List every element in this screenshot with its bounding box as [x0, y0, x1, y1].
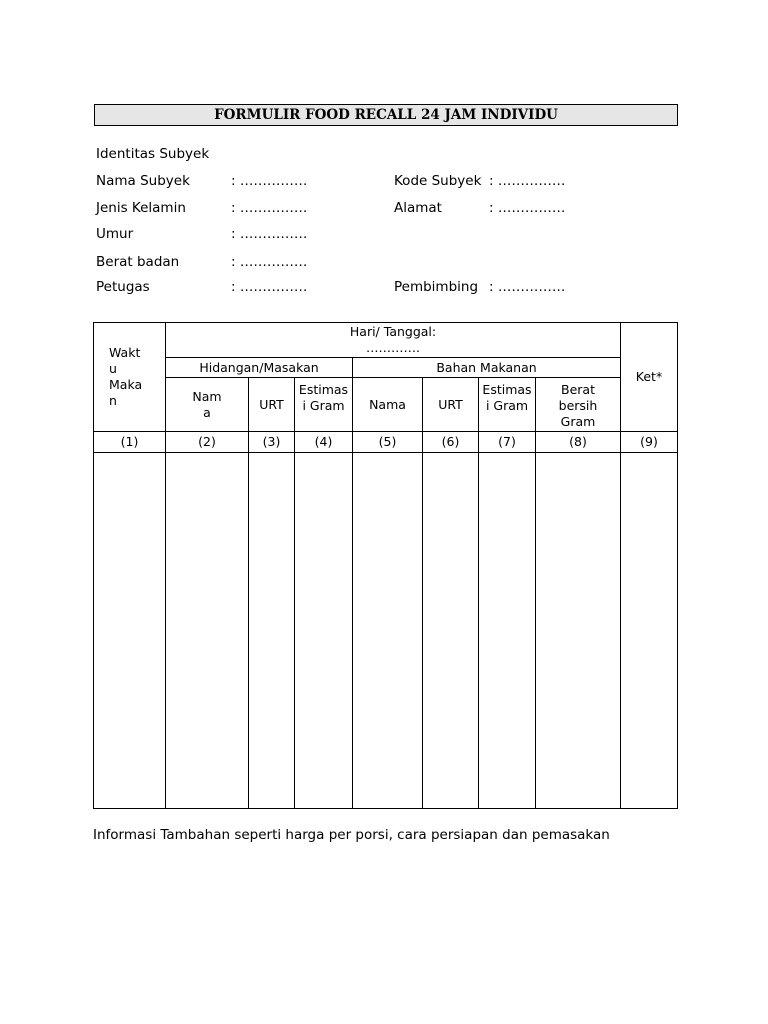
alamat-value[interactable]: : ……………: [489, 200, 566, 216]
alamat-label: Alamat: [394, 200, 442, 216]
header-ket: Ket*: [621, 323, 678, 432]
column-number: (4): [295, 432, 353, 453]
pembimbing-value[interactable]: : ……………: [489, 279, 566, 295]
jenis-kelamin-label: Jenis Kelamin: [96, 200, 186, 216]
berat-badan-label: Berat badan: [96, 254, 180, 270]
identitas-heading: Identitas Subyek: [96, 146, 210, 162]
entry-cell-urt-bahan[interactable]: [423, 453, 479, 809]
column-number: (5): [353, 432, 423, 453]
column-number: (9): [621, 432, 678, 453]
column-number: (8): [536, 432, 621, 453]
entry-cell-nama-hidangan[interactable]: [166, 453, 249, 809]
petugas-label: Petugas: [96, 279, 150, 295]
berat-badan-value[interactable]: : ……………: [231, 254, 308, 270]
kode-subyek-value[interactable]: : ……………: [489, 173, 566, 189]
header-urt-hidangan: URT: [249, 378, 295, 432]
nama-subyek-label: Nama Subyek: [96, 173, 190, 189]
column-number: (6): [423, 432, 479, 453]
food-recall-table: [93, 322, 678, 809]
kode-subyek-label: Kode Subyek: [394, 173, 482, 189]
petugas-value[interactable]: : ……………: [231, 279, 308, 295]
header-berat-bersih: Berat bersih Gram: [536, 378, 621, 432]
umur-value[interactable]: : ……………: [231, 226, 308, 242]
pembimbing-label: Pembimbing: [394, 279, 479, 295]
entry-cell-waktu-makan[interactable]: [94, 453, 166, 809]
entry-cell-ket[interactable]: [621, 453, 678, 809]
header-hidangan-masakan: Hidangan/Masakan: [166, 358, 353, 378]
header-estimasi-hidangan: Estimas i Gram: [295, 378, 353, 432]
form-title-text: FORMULIR FOOD RECALL 24 JAM INDIVIDU: [214, 107, 558, 123]
header-bahan-makanan: Bahan Makanan: [353, 358, 621, 378]
header-waktu-makan: Wakt u Maka n: [94, 323, 166, 432]
header-nama-bahan: Nama: [353, 378, 423, 432]
header-hari-tanggal[interactable]: Hari/ Tanggal: ………….: [166, 323, 621, 358]
nama-subyek-value[interactable]: : ……………: [231, 173, 308, 189]
umur-label: Umur: [96, 226, 134, 242]
entry-cell-estimasi-hidangan[interactable]: [295, 453, 353, 809]
header-urt-bahan: URT: [423, 378, 479, 432]
footer-note: Informasi Tambahan seperti harga per porsi, cara persiapan dan pemasakan: [93, 827, 610, 843]
entry-cell-nama-bahan[interactable]: [353, 453, 423, 809]
entry-cell-estimasi-bahan[interactable]: [479, 453, 536, 809]
form-title: [94, 104, 678, 126]
header-nama-hidangan: Nam a: [166, 378, 249, 432]
jenis-kelamin-value[interactable]: : ……………: [231, 200, 308, 216]
entry-cell-berat-bersih[interactable]: [536, 453, 621, 809]
column-number: (3): [249, 432, 295, 453]
column-number: (7): [479, 432, 536, 453]
entry-cell-urt-hidangan[interactable]: [249, 453, 295, 809]
column-number: (2): [166, 432, 249, 453]
header-estimasi-bahan: Estimas i Gram: [479, 378, 536, 432]
column-number: (1): [94, 432, 166, 453]
